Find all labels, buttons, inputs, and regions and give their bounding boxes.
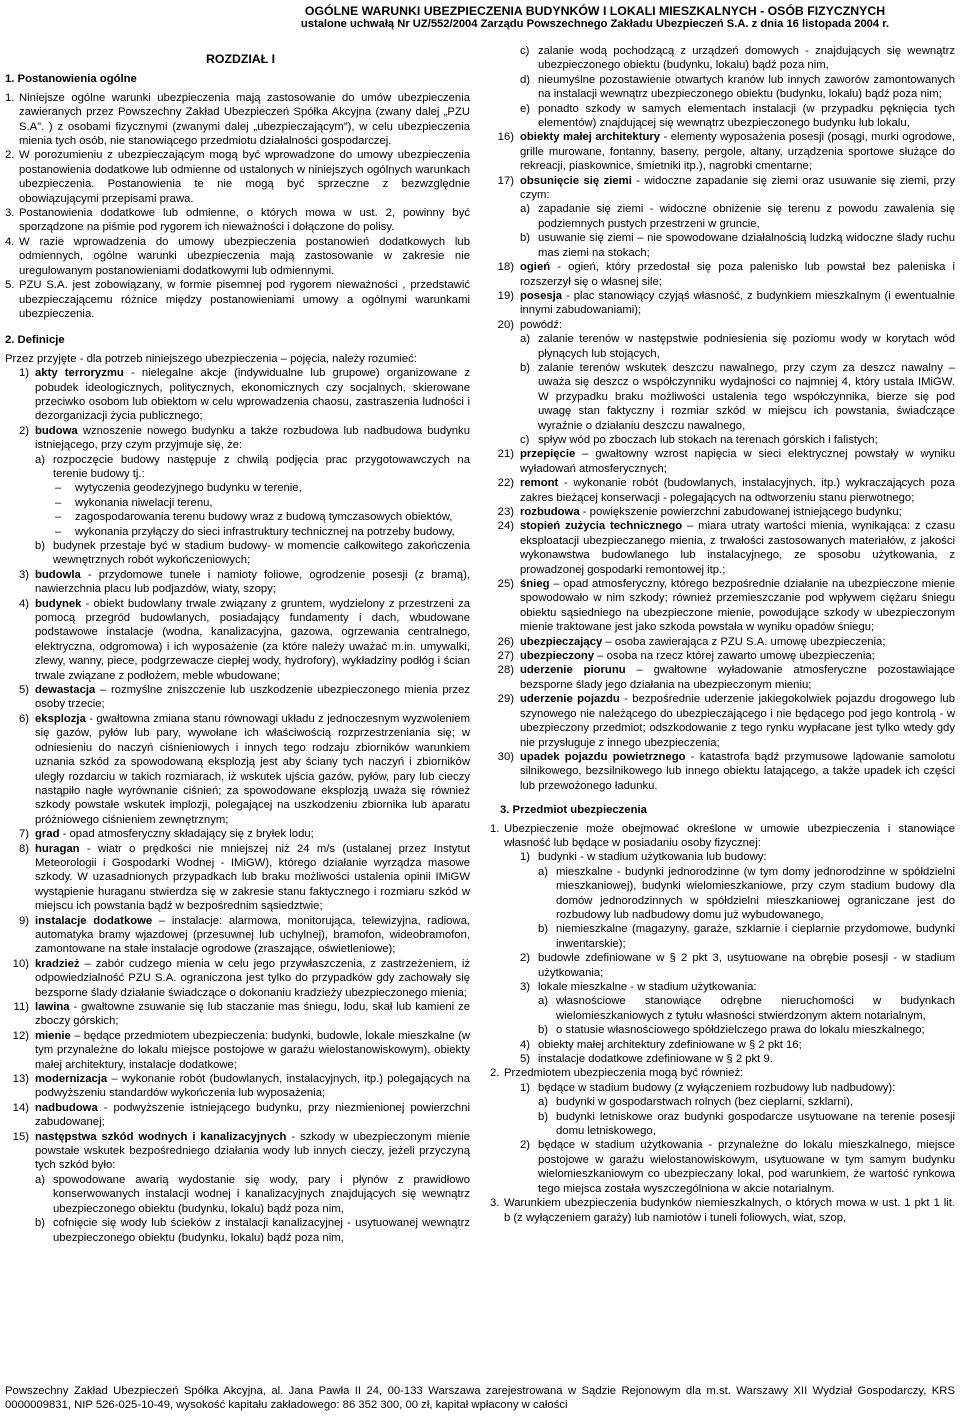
s3-p1-item-1a: a) mieszkalne - budynki jednorodzinne (w tym domy jednorodzinne w spółdzielni mieszkaniowej), budynki wielomieszkaniowe, przy czym stadium budowy dla domów jednorodzinnych w spółdzielni mieszkaniowej ograniczane jest do rozbudowy lub nadbudowy domu już wybudowanego,: [538, 865, 955, 921]
definition-13: 13) modernizacja – wykonanie robót (budowlanych, instalacyjnych, itp.) polegających na podwyższeniu standardów wykończenia lub wyposażenia;: [12, 1073, 470, 1100]
s3-p2-item-1b: b) budynki letniskowe oraz budynki gospodarcze usytuowane na terenie posesji domu letniskowego,: [538, 1110, 955, 1138]
definition-24: 24) stopień zużycia technicznego – miara utraty wartości mienia, wynikająca: z czasu eksploatacji ubezpieczanego mienia, z trwałości zastosowanych materiałów, z jakości wykonawstwa budowlanego lub instalacyjnego, ze sposobu użytkowania, z prowadzonej gospodarki remontowej itp.;: [497, 520, 955, 576]
two-column-body: [5, 44, 955, 1374]
definition-15: 15) następstwa szkód wodnych i kanalizacyjnych - szkody w ubezpieczonym mienie powstałe wskutek bezpośredniego działania wody lub innych cieczy, jeżeli przyczyną tych szkód było:: [12, 1130, 471, 1172]
definition-15e: e) ponadto szkody w samych elementach instalacji (w przypadku pęknięcia tych elementów) znajdującej się wewnątrz ubezpieczonego budynku lub lokalu,: [520, 102, 955, 130]
definition-27: 27) ubezpieczony – osoba na rzecz której zawarto umowę ubezpieczenia;: [497, 650, 875, 663]
definition-10: 10) kradzież – zabór cudzego mienia w celu jego przywłaszczenia, z zastrzeżeniem, iż odpowiedzialność PZU S.A. ograniczona jest tylko do przypadków gdy zachowały się bezsporne ślady działanie świadczące o dokonaniu kradzieży ubezpieczonego mienia;: [12, 957, 470, 999]
definition-2: 2) budowa wznoszenie nowego budynku a także rozbudowa lub nadbudowa budynku istniejącego, przy czym przyjmuje się, że:: [18, 424, 470, 452]
definition-23: 23) rozbudowa - powiększenie powierzchni zabudowanej istniejącego budynku;: [497, 506, 902, 518]
s3-p1-item-5: 5) instalacje dodatkowe zdefiniowane w § 2 pkt 9.: [520, 1053, 773, 1066]
s1-paragraph-5: 5. PZU S.A. jest zobowiązany, w formie pisemnej pod rygorem nieważności , przedstawić ubezpieczającemu różnice między postanowieniami umowy a ogólnymi warunkami ubezpieczenia.: [5, 279, 470, 320]
definition-16: 16) obiekty małej architektury - elementy wyposażenia posesji (posągi, murki ogrodowe, grille murowane, fontanny, baseny, pergole, altany, urządzenia sportowe służące do rekreacji, piaskownice, śmietniki itp.), nagrobki cmentarne;: [497, 131, 956, 173]
definition-1: 1) akty terroryzmu - nielegalne akcje (indywidualne lub grupowe) organizowane z pobudek ideologicznych, politycznych, ekonomicznych czy socjalnych, skierowane przeciwko osobom lub obiektom w celu wprowadzenia chaosu, zastraszenia ludności i dezorganizacji życia publicznego;: [18, 367, 470, 423]
definition-3: 3) budowla - przydomowe tunele i namioty foliowe, ogrodzenie posesji (z bramą), nawierzchnia placu lub podjazdów, wiaty, szopy;: [18, 568, 470, 596]
definition-4: 4) budynek - obiekt budowlany trwale związany z gruntem, wydzielony z przestrzeni za pomocą przegród budowlanych, posiadający fundamenty i dach, wbudowane podstawowe instalacje (wodna, kanalizacyjna, gazowa, ogrzewania centralnego, elektryczna, odgromowa) i ich wyposażenie (za które należy uważać m.in. umywalki, zlewy, wanny, piece, podgrzewacze ciepłej wody, hydrofory), wykładziny podłóg i ścian trwale związane z podłożem, meble wbudowane;: [18, 597, 470, 682]
s2-intro: Przez przyjęte - dla potrzeb niniejszego ubezpieczenia – pojęcia, należy rozumieć:: [5, 352, 417, 365]
s3-paragraph-2: 2. Przedmiotem ubezpieczenia mogą być również:: [490, 1067, 744, 1080]
document-header: [0, 0, 960, 31]
s3-p1-item-3a: a) własnościowe stanowiące odrębne nieruchomości w budynkach wielomieszkaniowych z tytułu własności stwierdzonym aktem notarialnym,: [538, 995, 955, 1022]
section-3-title: 3. Przedmiot ubezpieczenia: [500, 804, 647, 817]
definition-21: 21) przepięcie – gwałtowny wzrost napięcia w sieci elektrycznej powstały w wyniku wyładowań atmosferycznych;: [497, 448, 955, 475]
definition-30: 30) upadek pojazdu powietrznego - katastrofa bądź przymusowe lądowanie samolotu silnikowego, bezsilnikowego lub innego obiektu latającego, a także upadek ich części lub przewożonego ładunku.: [497, 750, 955, 792]
document-footer: Powszechny Zakład Ubezpieczeń Spółka Akcyjna, al. Jana Pawła II 24, 00-133 Warszawa zarejestrowana w Sądzie Rejonowym dla m.st. Warszawy XII Wydział Gospodarczy, KRS 0000009831, NIP 526-025-10-49, wysokość kapitału zakładowego: 86 352 300, 00 zł, kapitał wpłacony w całości: [5, 1385, 955, 1411]
s1-paragraph-4: 4. W razie wprowadzenia do umowy ubezpieczenia postanowień dodatkowych lub odmiennych, ogólne warunki ubezpieczenia mają zastosowanie w zakresie nie uregulowanym postanowieniami dodatkowymi lub odmiennymi.: [5, 235, 470, 277]
definition-12: 12) mienie – będące przedmiotem ubezpieczenia: budynki, budowle, lokale mieszkalne (w tym przynależne do lokalu miejsce postojowe w garażu wielostanowiskowym), obiekty małej architektury, instalacje dodatkowe;: [12, 1029, 470, 1071]
definition-15c: c) zalanie wodą pochodzącą z urządzeń domowych - znajdujących się wewnątrz ubezpieczonego obiektu (budynku, lokalu) bądź poza nim,: [520, 45, 955, 72]
s3-p1-item-3b: b) o statusie własnościowego spółdzielczego prawa do lokalu mieszkalnego;: [538, 1024, 925, 1037]
left-column: [5, 44, 470, 1245]
definition-20c: c) spływ wód po zboczach lub stokach na terenach górskich i falistych;: [520, 433, 878, 446]
definition-11: 11) lawina - gwałtowne zsuwanie się lub staczanie mas śniegu, lodu, skał lub kamieni ze zboczy górskich;: [13, 1001, 470, 1028]
right-column: [490, 44, 955, 1225]
section-2-title: 2. Definicje: [5, 334, 65, 347]
definition-2a: a) rozpoczęcie budowy następuje z chwilą podjęcia prac przygotowawczych na terenie budowy tj.:: [35, 453, 470, 480]
definition-20a: a) zalanie terenów w następstwie podniesienia się poziomu wody w korytach wód płynących lub stojących,: [520, 333, 955, 360]
s3-paragraph-3: 3. Warunkiem ubezpieczenia budynków niemieszkalnych, o których mowa w ust. 1 pkt 1 lit. b (z wyłączeniem garaży) lub namiotów i tuneli foliowych, wiat, szop,: [490, 1197, 955, 1224]
definition-2a-dash-1: – wytyczenia geodezyjnego budynku w terenie,: [55, 482, 302, 495]
s1-paragraph-1: 1. Niniejsze ogólne warunki ubezpieczenia mają zastosowanie do umów ubezpieczenia zawieranych przez Powszechny Zakład Ubezpieczeń Spółka Akcyjna (zwany dalej „PZU S.A”. ) z osobami fizycznymi (zwanymi dalej „ubezpieczającym”), w celu ubezpieczenia mienia tych osób, nie stanowiącego przedmiotu działalności gospodarczej.: [5, 91, 470, 148]
document-subtitle: ustalone uchwałą Nr UZ/552/2004 Zarządu Powszechnego Zakładu Ubezpieczeń S.A. z dnia 16 listopada 2004 r.: [300, 18, 890, 30]
definition-26: 26) ubezpieczający – osoba zawierająca z PZU S.A. umowę ubezpieczenia;: [497, 635, 886, 648]
definition-22: 22) remont - wykonanie robót (budowlanych, instalacyjnych, itp.) wykraczających poza zakres bieżącej konserwacji - polegających na odtworzeniu stanu pierwotnego;: [497, 477, 955, 504]
definition-2b: b) budynek przestaje być w stadium budowy- w momencie całkowitego zakończenia wewnętrznych robót wykończeniowych;: [35, 540, 470, 567]
definition-19: 19) posesja - plac stanowiący czyjąś własność, z budynkiem mieszkalnym (i ewentualnie innymi zabudowaniami);: [497, 289, 955, 317]
section-1-title: 1. Postanowienia ogólne: [5, 73, 137, 86]
s3-p1-item-2: 2) budowle zdefiniowane w § 2 pkt 3, usytuowane na obrębie posesji - w stadium użytkowania;: [520, 952, 955, 979]
definition-20b: b) zalanie terenów wskutek deszczu nawalnego, przy czym za deszcz nawalny – uważa się deszcz o współczynniku wydajności co najmniej 4, który ustala IMiGW. W przypadku braku możliwości ustalenia tego współczynnika, bierze się pod uwagę stan faktyczny i rozmiar szkód w miejscu ich powstania, świadczące wyraźnie o działaniu deszczu nawalnego,: [520, 361, 955, 432]
definition-7: 7) grad - opad atmosferyczny składający się z bryłek lodu;: [18, 828, 314, 841]
s1-paragraph-3: 3. Postanowienia dodatkowe lub odmienne, o których mowa w ust. 2, powinny być sporządzone na piśmie pod rygorem ich nieważności i dołączone do polisy.: [5, 207, 470, 234]
definition-29: 29) uderzenie pojazdu - bezpośrednie uderzenie jakiegokolwiek pojazdu drogowego lub szynowego nie należącego do ubezpieczającego i nie będącego pod jego kontrolą - w ubezpieczony przedmiot; odszkodowanie z tego rynku wypłacane jest tylko wtedy gdy nie przysługuje z innego ubezpieczenia;: [497, 693, 955, 749]
definition-8: 8) huragan - wiatr o prędkości nie mniejszej niż 24 m/s (ustalanej przez Instytut Meteorologii i Gospodarki Wodnej - IMiGW), którego działanie wyrządza masowe szkody. W uzasadnionych przypadkach lub braku możliwości ustalenia opinii IMiGW wystąpienie huraganu stwierdza się w zakresie stanu faktycznego i rozmiaru szkód w miejscu ich powstania bądź w bezpośrednim sąsiedztwie;: [18, 842, 470, 913]
definition-15d: d) nieumyślne pozostawienie otwartych kranów lub innych zaworów zamontowanych na instalacji wewnątrz ubezpieczonego obiektu (budynku, lokalu) bądź poza nim;: [520, 73, 955, 101]
definition-25: 25) śnieg – opad atmosferyczny, którego bezpośrednie działanie na ubezpieczone mienie spowodowało w nim szkody; również przemieszczanie pod wpływem ciężaru śniegu obiektu sąsiedniego na ubezpieczone mienie, powodujące szkody w ubezpieczonym mienie traktowane jest jako szkoda powstała w wyniku opadów śniegu;: [497, 578, 955, 634]
definition-2a-dash-2: – wykonania niwelacji terenu,: [55, 496, 213, 509]
s3-p1-item-1: 1) budynki - w stadium użytkowania lub budowy:: [520, 851, 767, 864]
definition-2a-dash-3: – zagospodarowania terenu budowy wraz z budową tymczasowych obiektów,: [55, 511, 453, 524]
definition-17: 17) obsunięcie się ziemi - widoczne zapadanie się ziemi oraz usuwanie się ziemi, przy czym:: [497, 174, 955, 202]
definition-2a-dash-4: – wykonania przyłączy do sieci infrastruktury technicznej na potrzeby budowy,: [55, 525, 455, 538]
s3-p1-item-1b: b) niemieszkalne (magazyny, garaże, szklarnie i cieplarnie przydomowe, budynki inwentarskie);: [538, 923, 955, 950]
definition-18: 18) ogień - ogień, który przedostał się poza palenisko lub powstał bez paleniska i rozszerzył się o własnej sile;: [497, 261, 955, 288]
s3-p2-item-1a: a) budynki w gospodarstwach rolnych (bez cieplarni, szklarni),: [538, 1096, 853, 1109]
chapter-heading: ROZDZIAŁ I: [206, 52, 275, 66]
definition-9: 9) instalacje dodatkowe – instalacje: alarmowa, monitorująca, telewizyjna, radiowa, automatyka bramy wjazdowej (przesuwnej lub uchylnej), bramofon, wideobramofon, zamontowane na stałe instalacje ogrodowe (zraszające, oświetleniowe);: [18, 914, 470, 956]
definition-5: 5) dewastacja – rozmyślne zniszczenie lub uszkodzenie ubezpieczonego mienia przez osoby trzecie;: [18, 684, 470, 711]
definition-6: 6) eksplozja - gwałtowna zmiana stanu równowagi układu z jednoczesnym wyzwoleniem się gazów, pyłów lub pary, wywołane ich właściwością rozprzestrzeniania się; w odniesieniu do naczyń ciśnieniowych i innych tego rodzaju zbiorników warunkiem uznania szkód za spowodowaną eksplozją jest aby ściany tych naczyń i zbiorników uległy rozdarciu w takich rozmiarach, iż wskutek ujścia gazów, pyłów, pary lub cieczy nastąpiło nagłe wyrównanie ciśnień; za spowodowane eksplozją uważa się również szkody powstałe wskutek implozji, polegającej na uszkodzeniu zbiornika lub aparatu próżniowego ciśnieniem zewnętrznym;: [18, 712, 470, 826]
definition-15b: b) cofnięcie się wody lub ścieków z instalacji kanalizacyjnej - usytuowanej wewnątrz ubezpieczonego obiektu (budynku, lokalu) bądź poza nim,: [35, 1217, 470, 1244]
definition-14: 14) nadbudowa - podwyższenie istniejącego budynku, przy niezmienionej powierzchni zabudowanej;: [12, 1101, 470, 1129]
s3-p2-item-1: 1) będące w stadium budowy (z wyłączeniem rozbudowy lub nadbudowy):: [520, 1081, 896, 1094]
s3-p1-item-3: 3) lokale mieszkalne - w stadium użytkowania:: [520, 981, 757, 993]
definition-20: 20) powódź:: [497, 318, 563, 331]
definition-28: 28) uderzenie piorunu – gwałtowne wyładowanie atmosferyczne pozostawiające bezsporne ślady jego działania na ubezpieczonym mieniu;: [497, 664, 955, 691]
definition-17a: a) zapadanie się ziemi - widoczne obniżenie się terenu z powodu zawalenia się podziemnych pustych przestrzeni w gruncie,: [520, 203, 955, 230]
definition-15a: a) spowodowane awarią wydostanie się wody, pary i płynów z prawidłowo konserwowanych instalacji wodnej i kanalizacyjnych znajdujących się wewnątrz ubezpieczonego obiektu (budynku, lokalu) bądź poza nim,: [35, 1173, 470, 1215]
s3-p1-item-4: 4) obiekty małej architektury zdefiniowane w § 2 pkt 16;: [520, 1038, 802, 1051]
s1-paragraph-2: 2. W porozumieniu z ubezpieczającym mogą być wprowadzone do umowy ubezpieczenia postanowienia dodatkowe lub odmienne od ustalonych w niniejszych ogólnych warunkach ubezpieczenia. Postanowienia te nie mogą być sprzeczne z bezwzględnie obowiązującymi przepisami prawa.: [5, 149, 470, 205]
s3-paragraph-1: 1. Ubezpieczenie może obejmować określone w umowie ubezpieczenia i stanowiące własność lub będące w posiadaniu osoby fizycznej:: [490, 822, 955, 849]
document-title: OGÓLNE WARUNKI UBEZPIECZENIA BUDYNKÓW I LOKALI MIESZKALNYCH - OSÓB FIZYCZNYCH: [304, 4, 886, 18]
s3-p2-item-2: 2) będące w stadium użytkowania - przynależne do lokalu mieszkalnego, miejsce postojowe w garażu wielostanowiskowym, usytuowane w tym samym budynku wielomieszkaniowym co ubezpieczany lokal, pod warunkiem, że wartość rynkowa tego miejsca została wyszczególniona w akcie notarialnym.: [520, 1139, 955, 1195]
definition-17b: b) usuwanie się ziemi – nie spowodowane działalnością ludzką widoczne ślady ruchu mas ziemi na stokach;: [520, 232, 955, 259]
